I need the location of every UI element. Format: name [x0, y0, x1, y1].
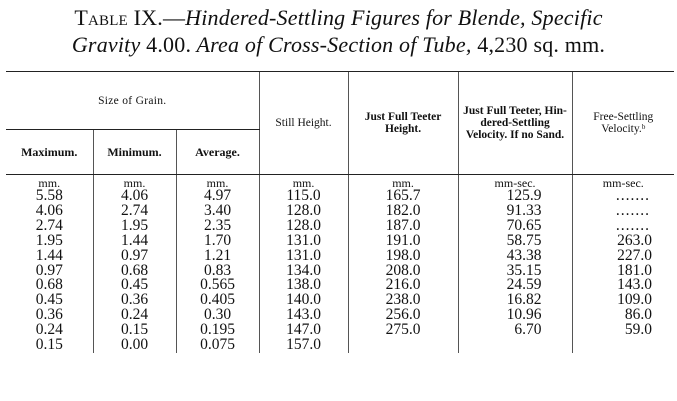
teeter-height-cell: 238.0 [348, 293, 458, 308]
unit-cell: mm. [176, 175, 259, 190]
table-body [6, 175, 674, 353]
teeter-height-cell: 208.0 [348, 264, 458, 279]
minimum-cell: 0.97 [93, 249, 176, 264]
hindered-velocity-cell: 24.59 [458, 278, 572, 293]
teeter-height-cell [348, 338, 458, 353]
teeter-height-cell: 256.0 [348, 308, 458, 323]
hindered-velocity-cell [458, 338, 572, 353]
free-velocity-cell: ....... [572, 219, 674, 234]
free-settling-velocity-header: Free-Settling Velocity.ᵇ [572, 72, 674, 175]
minimum-cell: 0.36 [93, 293, 176, 308]
table-row [6, 323, 674, 338]
table-row [6, 189, 674, 204]
free-velocity-cell: 227.0 [572, 249, 674, 264]
hindered-velocity-cell: 16.82 [458, 293, 572, 308]
maximum-cell: 0.15 [35, 336, 63, 354]
maximum-cell: 4.06 [35, 201, 63, 219]
still-height-cell: 115.0 [259, 189, 348, 204]
average-cell: 1.70 [176, 234, 259, 249]
minimum-cell: 0.00 [93, 338, 176, 353]
average-cell: 4.97 [176, 189, 259, 204]
hindered-velocity-cell: 125.9 [458, 189, 572, 204]
hindered-settling-table [6, 71, 674, 353]
unit-cell: mm-sec. [458, 175, 572, 190]
table-title-line-1 [0, 4, 677, 31]
still-height-cell: 140.0 [259, 293, 348, 308]
hindered-settling-velocity-header: Just Full Teeter, Hin-dered-Settling Velocity. If no Sand. [458, 72, 572, 175]
title-gravity-value: 4.00. [146, 32, 192, 57]
still-height-cell: 128.0 [259, 204, 348, 219]
average-cell: 3.40 [176, 204, 259, 219]
teeter-height-cell: 187.0 [348, 219, 458, 234]
free-velocity-cell: 143.0 [572, 278, 674, 293]
maximum-cell: 0.45 [35, 291, 63, 309]
still-height-cell: 138.0 [259, 278, 348, 293]
free-velocity-cell [572, 338, 674, 353]
table-row [6, 278, 674, 293]
free-velocity-cell: 181.0 [572, 264, 674, 279]
still-height-cell: 157.0 [259, 338, 348, 353]
unit-cell: mm-sec. [572, 175, 674, 190]
minimum-header: Minimum. [93, 130, 176, 175]
still-height-cell: 131.0 [259, 234, 348, 249]
table-row [6, 308, 674, 323]
average-cell: 0.075 [176, 338, 259, 353]
free-velocity-cell: 109.0 [572, 293, 674, 308]
minimum-cell: 0.45 [93, 278, 176, 293]
table-row [6, 234, 674, 249]
table-header [6, 72, 674, 175]
teeter-height-cell: 275.0 [348, 323, 458, 338]
maximum-header: Maximum. [6, 130, 93, 175]
size-of-grain-header: Size of Grain. [6, 72, 259, 130]
unit-cell: mm. [38, 176, 61, 190]
teeter-height-cell: 198.0 [348, 249, 458, 264]
maximum-cell: 0.68 [35, 276, 63, 294]
still-height-cell: 134.0 [259, 264, 348, 279]
table-title-text: Hindered-Settling Figures for Blende, Specific [185, 5, 603, 30]
maximum-cell: 0.24 [35, 321, 63, 339]
minimum-cell: 0.15 [93, 323, 176, 338]
minimum-cell: 1.95 [93, 219, 176, 234]
average-cell: 0.195 [176, 323, 259, 338]
minimum-cell: 0.68 [93, 264, 176, 279]
maximum-cell: 2.74 [35, 216, 63, 234]
average-cell: 0.30 [176, 308, 259, 323]
unit-cell: mm. [348, 175, 458, 190]
minimum-cell: 4.06 [93, 189, 176, 204]
free-velocity-cell: ....... [572, 189, 674, 204]
minimum-cell: 2.74 [93, 204, 176, 219]
maximum-cell: 5.58 [35, 187, 63, 204]
teeter-height-cell: 216.0 [348, 278, 458, 293]
free-velocity-cell: 86.0 [572, 308, 674, 323]
average-cell: 2.35 [176, 219, 259, 234]
average-cell: 0.565 [176, 278, 259, 293]
average-cell: 1.21 [176, 249, 259, 264]
maximum-cell: 1.44 [35, 246, 63, 264]
still-height-header: Still Height. [259, 72, 348, 175]
maximum-cell: 1.95 [35, 231, 63, 249]
teeter-height-cell: 165.7 [348, 189, 458, 204]
free-velocity-cell: 59.0 [572, 323, 674, 338]
table-row [6, 264, 674, 279]
title-dash: — [162, 5, 186, 30]
table-row [6, 293, 674, 308]
table-number: Table IX. [74, 5, 163, 30]
teeter-height-cell: 182.0 [348, 204, 458, 219]
still-height-cell: 128.0 [259, 219, 348, 234]
free-velocity-cell: ....... [572, 204, 674, 219]
minimum-cell: 1.44 [93, 234, 176, 249]
table-row [6, 338, 674, 353]
teeter-height-cell: 191.0 [348, 234, 458, 249]
still-height-cell: 131.0 [259, 249, 348, 264]
title-area-label: Area of Cross-Section of Tube, [191, 32, 478, 57]
average-header: Average. [176, 130, 259, 175]
maximum-cell: 0.36 [35, 306, 63, 324]
table-row [6, 219, 674, 234]
title-area-value: 4,230 sq. mm. [477, 32, 606, 57]
unit-cell: mm. [93, 175, 176, 190]
hindered-velocity-cell: 58.75 [458, 234, 572, 249]
minimum-cell: 0.24 [93, 308, 176, 323]
unit-cell: mm. [259, 175, 348, 190]
table-title [0, 4, 677, 58]
hindered-velocity-cell: 35.15 [458, 264, 572, 279]
hindered-velocity-cell: 6.70 [458, 323, 572, 338]
free-velocity-cell: 263.0 [572, 234, 674, 249]
hindered-velocity-cell: 10.96 [458, 308, 572, 323]
average-cell: 0.405 [176, 293, 259, 308]
title-gravity-label: Gravity [71, 32, 147, 57]
average-cell: 0.83 [176, 264, 259, 279]
table-row [6, 249, 674, 264]
just-full-teeter-height-header: Just Full Teeter Height. [348, 72, 458, 175]
table-row [6, 204, 674, 219]
still-height-cell: 147.0 [259, 323, 348, 338]
units-row [6, 175, 674, 190]
maximum-cell: 0.97 [35, 261, 63, 279]
hindered-velocity-cell: 43.38 [458, 249, 572, 264]
table-title-line-2 [0, 31, 677, 58]
hindered-velocity-cell: 70.65 [458, 219, 572, 234]
hindered-velocity-cell: 91.33 [458, 204, 572, 219]
still-height-cell: 143.0 [259, 308, 348, 323]
